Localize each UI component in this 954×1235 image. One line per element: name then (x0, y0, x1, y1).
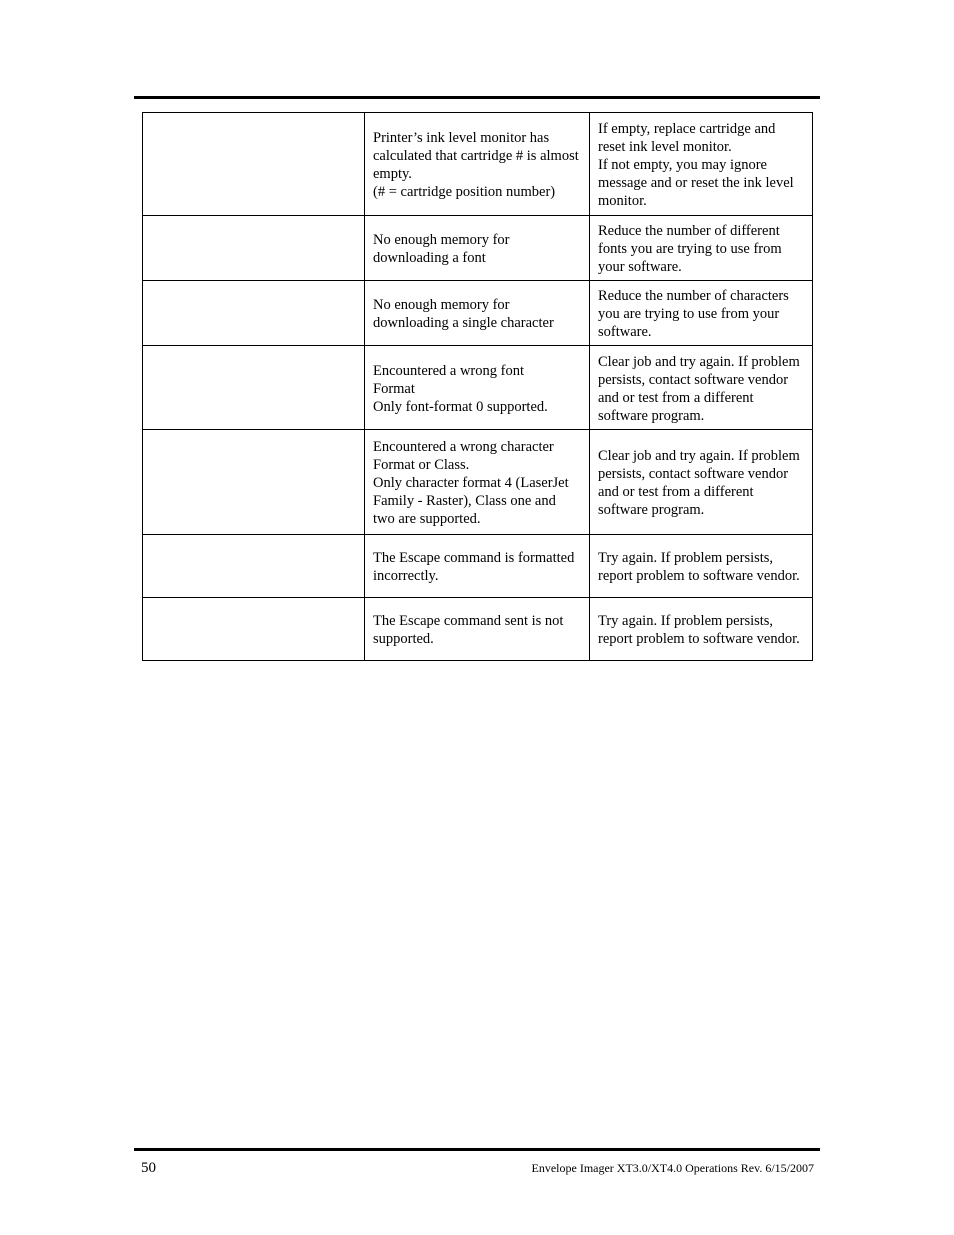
solution-cell: Try again. If problem persists, report problem to software vendor. (590, 598, 813, 661)
description-cell: No enough memory for downloading a single character (365, 281, 590, 346)
message-cell (143, 430, 365, 535)
table-row (143, 281, 813, 346)
table-row (143, 113, 813, 216)
solution-cell: Clear job and try again. If problem persists, contact software vendor and or test from a different software program. (590, 430, 813, 535)
error-message-table (142, 112, 813, 661)
description-cell: The Escape command sent is not supported. (365, 598, 590, 661)
message-cell (143, 216, 365, 281)
table-row (143, 430, 813, 535)
message-cell (143, 281, 365, 346)
footer-document-title: Envelope Imager XT3.0/XT4.0 Operations Rev. 6/15/2007 (531, 1161, 814, 1175)
page-number: 50 (141, 1160, 156, 1176)
solution-cell: Reduce the number of characters you are trying to use from your software. (590, 281, 813, 346)
solution-cell: Try again. If problem persists, report problem to software vendor. (590, 535, 813, 598)
description-cell: Encountered a wrong character Format or Class. Only character format 4 (LaserJet Family - Raster), Class one and two are supported. (365, 430, 590, 535)
table-row (143, 598, 813, 661)
table-row (143, 535, 813, 598)
message-cell (143, 535, 365, 598)
solution-cell: Clear job and try again. If problem persists, contact software vendor and or test from a different software program. (590, 346, 813, 430)
message-cell (143, 598, 365, 661)
description-cell: The Escape command is formatted incorrectly. (365, 535, 590, 598)
description-cell: Printer’s ink level monitor has calculated that cartridge # is almost empty. (# = cartridge position number) (365, 113, 590, 216)
message-cell (143, 346, 365, 430)
header-rule (134, 96, 820, 99)
table-row (143, 346, 813, 430)
description-cell: Encountered a wrong font Format Only font-format 0 supported. (365, 346, 590, 430)
table-row (143, 216, 813, 281)
solution-cell: Reduce the number of different fonts you are trying to use from your software. (590, 216, 813, 281)
message-cell (143, 113, 365, 216)
description-cell: No enough memory for downloading a font (365, 216, 590, 281)
footer-rule (134, 1148, 820, 1151)
solution-cell: If empty, replace cartridge and reset ink level monitor. If not empty, you may ignore message and or reset the ink level monitor. (590, 113, 813, 216)
